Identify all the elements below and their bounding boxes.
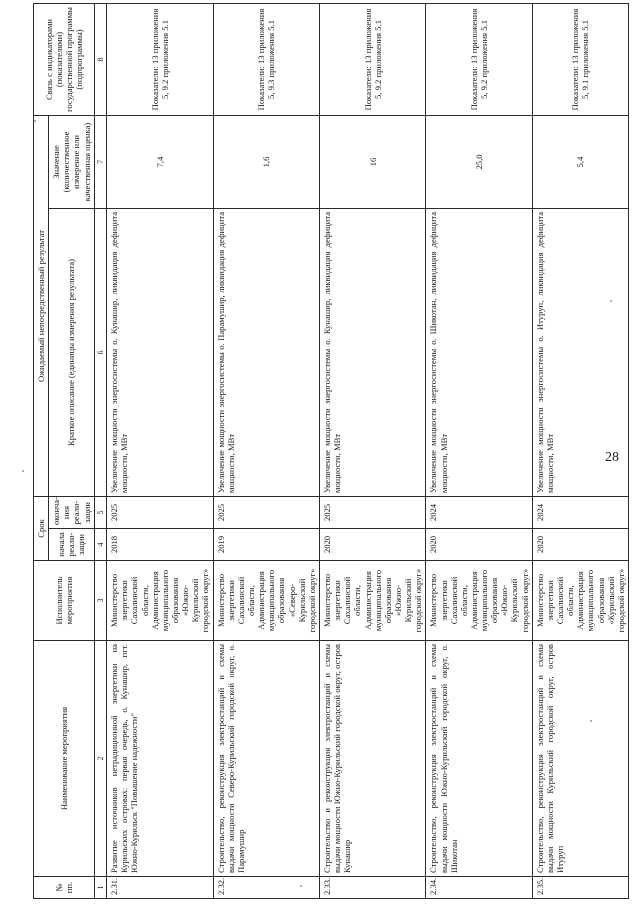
header-start: начала реали-зации [49, 529, 95, 561]
row-no: 2.31. [107, 877, 213, 899]
table-header-row-1 [34, 3, 49, 898]
row-end: 2025 [107, 496, 213, 528]
row-value: 25,0 [426, 115, 532, 208]
row-link: Показатели: 13 приложения 5, 9.2 приложения 5.1 [319, 3, 425, 115]
header-link: Связь с индикаторами (показателями) государственной программы (подпрограммы) [34, 3, 95, 115]
row-executor: Министерство энергетики Сахалинской области, Администрация муниципального образования «Южно-Курильский городской округ» [426, 561, 532, 641]
header-executor: Исполнитель мероприятия [34, 561, 95, 641]
row-executor: Министерство энергетики Сахалинской области, Администрация муниципального образования «Курильский городской округ» [532, 561, 628, 641]
row-start: 2020 [532, 529, 628, 561]
header-name: Наименование мероприятия [34, 641, 95, 877]
row-end: 2025 [213, 496, 319, 528]
row-desc: Увеличение мощности энергосистемы о. Кунашир, ликвидация дефицита мощности, МВт [319, 208, 425, 496]
row-no: 2.34. [426, 877, 532, 899]
row-name: Строительство, реконструкция электростанций и схемы выдачи мощности Южно-Курильский городской округ, о. Шикотан [426, 641, 532, 877]
row-name: Строительство, реконструкция электростанций и схемы выдачи мощности Курильский городской округ, остров Итуруп [532, 641, 628, 877]
table-row [107, 3, 213, 898]
row-name: Строительство, реконструкция электростанций и схемы выдачи мощности Северо-Курильский городской округ, о. Парамушир [213, 641, 319, 877]
measures-table [33, 3, 629, 899]
row-link: Показатели: 13 приложения 5, 9.2 приложения 5.1 [426, 3, 532, 115]
table-row [319, 3, 425, 898]
page-number: 28 [605, 450, 619, 465]
table-row [426, 3, 532, 898]
row-name: Строительство и реконструкция электростанций и схемы выдачи мощности Южно-Курильский городской округ, остров Кунашир [319, 641, 425, 877]
row-desc: Увеличение мощности энергосистемы о. Итуруп, ликвидация дефицита мощности, МВт [532, 208, 628, 496]
row-executor: Министерство энергетики Сахалинской области, Администрация муниципального образования «Южно-Курильский городской округ» [107, 561, 213, 641]
row-executor: Министерство энергетики Сахалинской области, Администрация муниципального образования «Южно-Курильский городской округ» [319, 561, 425, 641]
header-result: Ожидаемый непосредственный результат [34, 115, 49, 496]
row-link: Показатели: 13 приложения 5, 9.1 приложения 5.1 [532, 3, 628, 115]
row-value: 7,4 [107, 115, 213, 208]
row-value: 5,4 [532, 115, 628, 208]
row-link: Показатели: 13 приложения 5, 9.2 приложения 5.1 [107, 3, 213, 115]
column-number: 6 [94, 208, 106, 496]
row-desc: Увеличение мощности энергосистемы о. Парамушир, ликвидация дефицита мощности, МВт [213, 208, 319, 496]
header-value: Значение (количественное измерение или качественная оценка) [49, 115, 95, 208]
header-end: оконча-ния реали-зации [49, 496, 95, 528]
row-start: 2019 [213, 529, 319, 561]
row-start: 2020 [426, 529, 532, 561]
column-number: 5 [94, 496, 106, 528]
row-desc: Увеличение мощности энергосистемы о. Шикотан, ликвидация дефицита мощности, МВт [426, 208, 532, 496]
row-end: 2024 [426, 496, 532, 528]
column-number: 4 [94, 529, 106, 561]
row-value: 16 [319, 115, 425, 208]
row-name: Развитие источников нетрадиционной энергетики на Курильских островах: первая очередь, о. Кунашир, пгт. Южно-Курильск "Повышение надежности" [107, 641, 213, 877]
row-value: 1,6 [213, 115, 319, 208]
row-executor: Министерство энергетики Сахалинской области, Администрация муниципального образования «Северо-Курильский городской округ» [213, 561, 319, 641]
row-desc: Увеличение мощности энергосистемы о. Кунашир, ликвидация дефицита мощности, МВт [107, 208, 213, 496]
column-number: 7 [94, 115, 106, 208]
row-no: 2.35. [532, 877, 628, 899]
column-numbers-row [94, 3, 106, 898]
row-link: Показатели: 13 приложения 5, 9.3 приложения 5.1 [213, 3, 319, 115]
row-start: 2020 [319, 529, 425, 561]
table-row [213, 3, 319, 898]
header-desc: Краткое описание (единицы измерения результата) [49, 208, 95, 496]
header-no: № пп. [34, 877, 95, 899]
column-number: 8 [94, 3, 106, 115]
row-no: 2.33. [319, 877, 425, 899]
row-end: 2025 [319, 496, 425, 528]
column-number: 1 [94, 877, 106, 899]
row-end: 2024 [532, 496, 628, 528]
column-number: 3 [94, 561, 106, 641]
row-start: 2018 [107, 529, 213, 561]
row-no: 2.32. [213, 877, 319, 899]
header-term: Срок [34, 496, 49, 560]
column-number: 2 [94, 641, 106, 877]
table-row [532, 3, 628, 898]
